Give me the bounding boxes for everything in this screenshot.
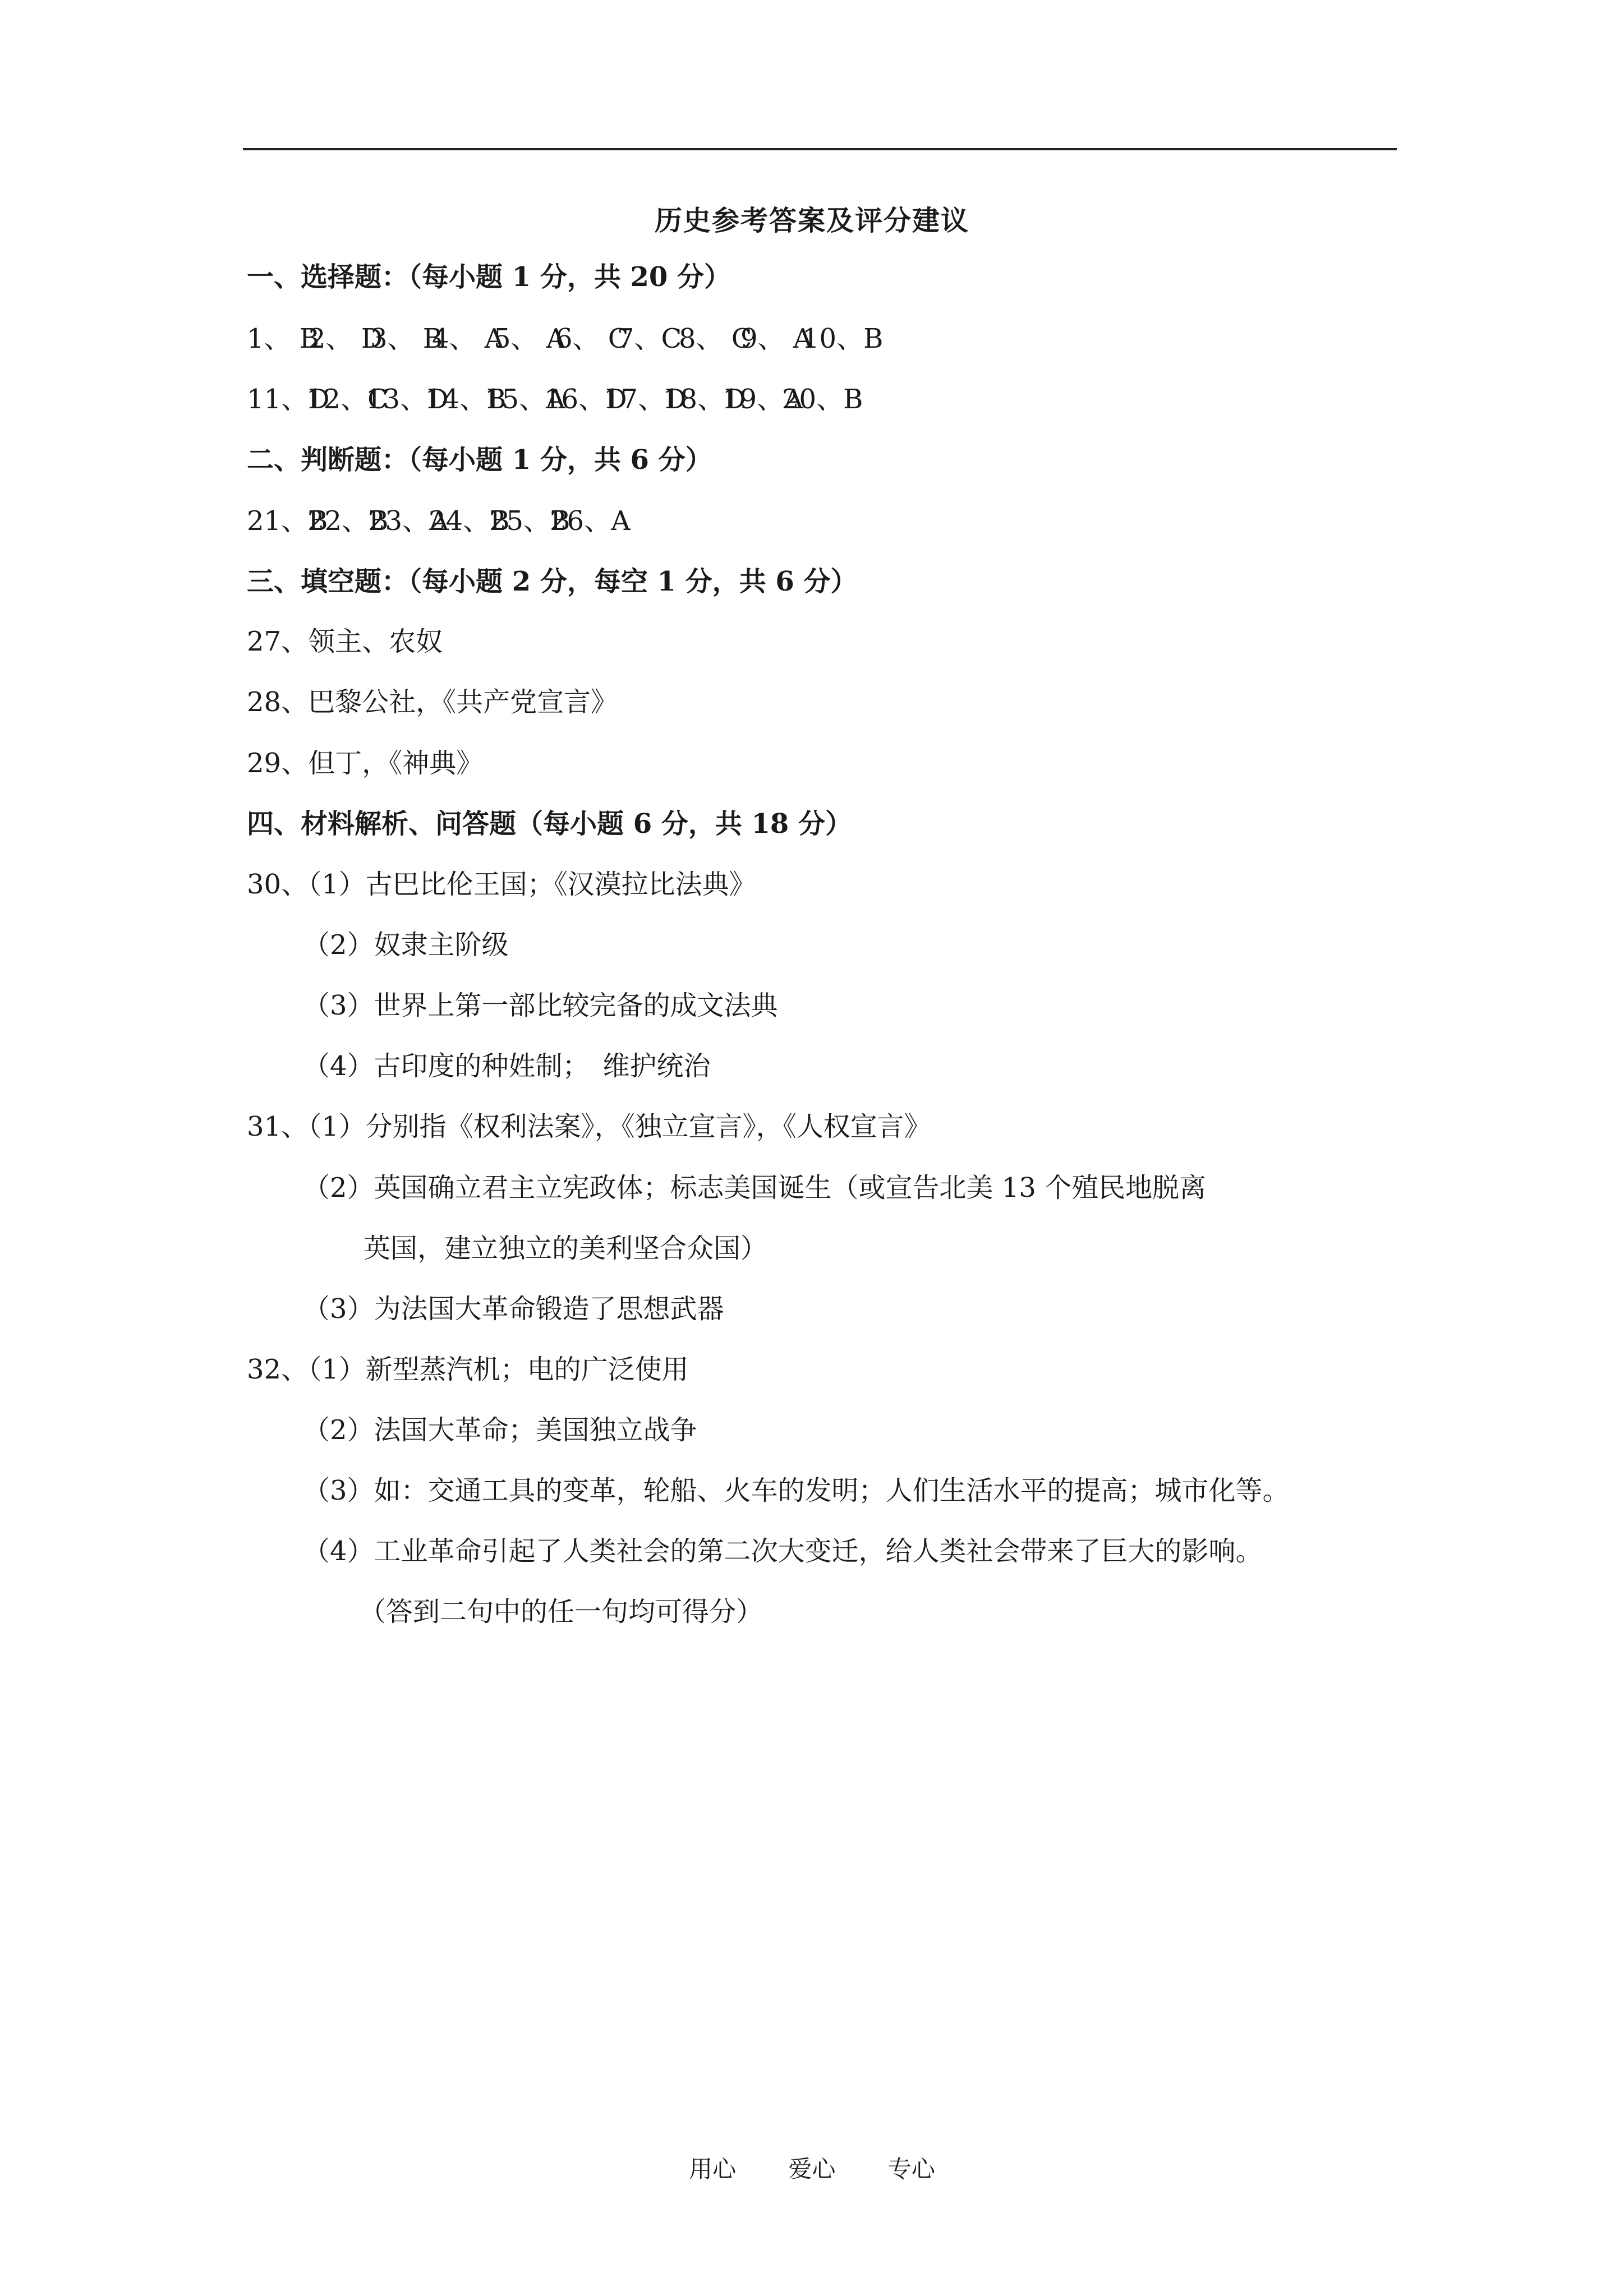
fill-answer-29: 29、但丁，《神典》 [247, 748, 484, 779]
q32-answer-2: （2）法国大革命；美国独立战争 [303, 1414, 697, 1446]
q31-answer-3: （3）为法国大革命锻造了思想武器 [303, 1293, 724, 1325]
section2-heading: 二、判断题：（每小题 1 分，共 6 分） [247, 444, 712, 476]
footer-word-2: 爱心 [788, 2155, 836, 2183]
answer-24: 24、B [429, 505, 510, 537]
answer-11: 11、D [247, 384, 330, 415]
answer-9: 9、 A [740, 323, 813, 354]
answer-1: 1、 B [247, 323, 320, 354]
answer-22: 22、B [307, 505, 389, 537]
answer-12: 12、C [306, 384, 388, 415]
answer-8: 8、 C [679, 323, 752, 354]
answer-17: 17、D [604, 384, 687, 415]
answer-2: 2、 D [309, 323, 383, 354]
answer-6: 6、 C [555, 323, 629, 354]
page-footer [0, 2151, 1624, 2184]
answer-10: 10、B [802, 323, 884, 354]
answer-19: 19、A [723, 384, 803, 415]
answer-14: 14、B [425, 384, 507, 415]
page-title: 历史参考答案及评分建议 [654, 204, 969, 237]
section1-heading: 一、选择题：（每小题 1 分，共 20 分） [247, 261, 732, 293]
footer-word-1: 用心 [689, 2155, 737, 2183]
answer-15: 15、A [485, 384, 565, 415]
answer-16: 16、D [544, 384, 627, 415]
answer-13: 13、D [366, 384, 449, 415]
q32-answer-4: （4）工业革命引起了人类社会的第二次大变迁，给人类社会带来了巨大的影响。 [303, 1536, 1263, 1567]
answer-23: 23、A [368, 505, 449, 537]
q31-answer-1: 31、（1）分别指《权利法案》，《独立宣言》，《人权宣言》 [247, 1111, 931, 1142]
section3-heading: 三、填空题：（每小题 2 分，每空 1 分，共 6 分） [247, 566, 858, 597]
answer-3: 3、 B [370, 323, 443, 354]
choice-answers-row1 [247, 323, 884, 354]
answer-18: 18、D [663, 384, 746, 415]
answer-26: 26、A [550, 505, 631, 537]
answer-21: 21、B [247, 505, 328, 537]
q30-answer-2: （2）奴隶主阶级 [303, 929, 509, 961]
choice-answers-row2 [247, 386, 861, 413]
q32-answer-1: 32、（1）新型蒸汽机；电的广泛使用 [247, 1354, 689, 1385]
answer-4: 4、 A [432, 323, 504, 354]
q30-answer-3: （3）世界上第一部比较完备的成文法典 [303, 990, 778, 1021]
q31-answer-2: （2）英国确立君主立宪政体；标志美国诞生（或宣告北美 13 个殖民地脱离 [303, 1172, 1207, 1204]
q32-answer-3: （3）如：交通工具的变革，轮船、火车的发明；人们生活水平的提高；城市化等。 [303, 1475, 1290, 1506]
section4-heading: 四、材料解析、问答题（每小题 6 分，共 18 分） [247, 808, 853, 840]
q30-answer-1: 30、（1）古巴比伦王国；《汉漠拉比法典》 [247, 869, 756, 900]
q32-grading-note: （答到二句中的任一句均可得分） [359, 1596, 763, 1628]
judge-answers-row [247, 505, 631, 537]
q30-answer-4: （4）古印度的种姓制； 维护统治 [303, 1050, 711, 1082]
q31-answer-2-continued: 英国，建立独立的美利坚合众国） [364, 1233, 768, 1264]
answer-20: 20、B [782, 384, 863, 415]
fill-answer-28: 28、巴黎公社，《共产党宣言》 [247, 686, 618, 718]
answer-7: 7、C [617, 323, 682, 354]
footer-word-3: 专心 [887, 2155, 935, 2183]
header-rule [243, 148, 1397, 150]
answer-25: 25、B [489, 505, 571, 537]
answer-5: 5、 A [494, 323, 566, 354]
fill-answer-27: 27、领主、农奴 [247, 626, 443, 657]
